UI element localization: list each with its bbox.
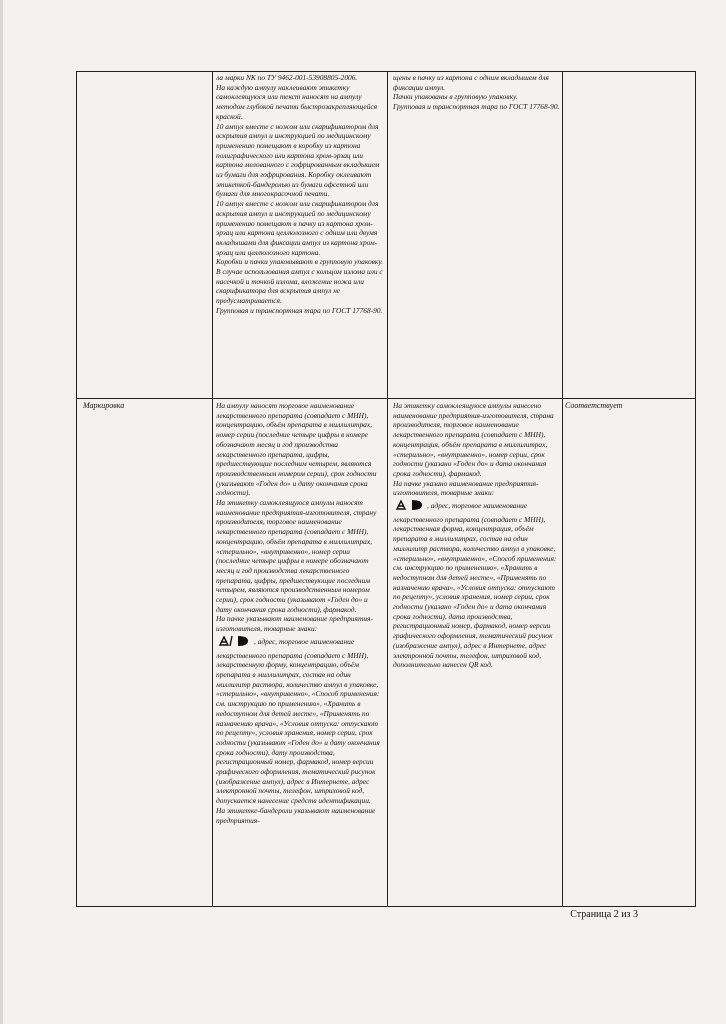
paragraph: Групповая и транспортная тара по ГОСТ 17768-90. (216, 305, 383, 315)
packaging-requirements-cell (216, 73, 384, 401)
compliance-status: Соответствует (565, 401, 623, 410)
column-divider-1 (212, 71, 213, 907)
paragraph: Групповая и транспортная тара по ГОСТ 17768-90. (393, 102, 560, 112)
page-edge (0, 0, 3, 1024)
paragraph: ла марки NK по ТУ 9462-001-53908805-2006. (216, 73, 358, 82)
paragraph-continuation: , адрес, торговое наименование лекарственного препарата (совпадает с МНН), лекарственную форму, концентрацию, объём препарата в миллилитрах, состав на один миллилитр раствора, количество ампул в упаковке, «стерильно», «внутривенно», «Способ применения: см. инструкцию по применению», «Хранить в недоступном для детей месте», «Применять по назначению врача», «Условия отпуска: отпускают по рецепту», условия хранения, номер серии, срок годности (указывают «Годен до» и дату окончания срока годности), дату производства, регистрационный номер, фармакод, номер версии графического оформления, тематический рисунок (изображение ампул), адрес в Интернете, адрес электронной почты, телефон, штриховой код, допускается нанесение средств идентификации. (216, 636, 380, 806)
paragraph: 10 ампул вместе с ножом или скарификатором для вскрытия ампул и инструкцией по медицинскому применению помещают в пачку из картона хром-эрзац или картона целлюлозного с одним или двумя вкладышами для фиксации ампул из картона хром-эрзац или целлюлозного картона. (216, 199, 379, 257)
paragraph: На пачке указывают наименование предприятия-изготовителя, товарные знаки: (216, 614, 373, 634)
paragraph: Пачки упакованы в групповую упаковку. (393, 92, 518, 102)
paragraph (393, 498, 561, 670)
table-border-left (76, 71, 77, 907)
packaging-results-cell (393, 73, 561, 401)
spec-table (76, 71, 696, 907)
column-divider-3 (562, 71, 563, 907)
paragraph: На ампулу наносят торговое наименование лекарственного препарата (совпадает с МНН), концентрацию, объём препарата в миллилитрах, номер серии (последние четыре цифры в номере обозначают месяц и год производства лекарственного препарата, цифры, предшествующие последним четырем, являются производственным номером серии), срок годности (указывают «Годен до» и дату окончания срока годности). (216, 401, 377, 498)
row-divider (76, 398, 696, 399)
row-label-marking: Маркировка (83, 401, 125, 410)
column-divider-2 (387, 71, 388, 907)
table-border-bottom (76, 906, 696, 907)
paragraph-continuation: , адрес, торговое наименование лекарственного препарата (совпадает с МНН), лекарственная форма, концентрация, объём препарата в миллилитрах, состав на один миллилитр раствора, количество ампул в упаковке, «стерильно», «внутривенно», «Способ применения: см. инструкцию по применению», «Хранить в недоступном для детей месте», «Применять по назначению врача», «Условия отпуска: отпускают по рецепту», условия хранения, номер серии, срок годности (указано «Годен до» и дата окончания срока годности), дата производства, регистрационный номер, фармакод, номер версии графического оформления, тематический рисунок (изображение ампул), адрес в Интернете, адрес электронной почты, телефон, штриховой код, дополнительно нанесен QR код. (393, 501, 557, 670)
paragraph: 10 ампул вместе с ножом или скарификатором для вскрытия ампул и инструкцией по медицинскому применению помещают в коробку из картона полиграфического или картона хром-эрзац или картона мелованного с гофрированным вкладышем из бумаги для гофрирования. Коробку оклеивают этикеткой-бандеролью из бумаги офсетной или бумаги для многокрасочной печати. (216, 121, 380, 199)
paragraph: В случае использования ампул с кольцом излома или с насечкой и точкой излома, вложение ножа или скарификатора для вскрытия ампул не предусматривается. (216, 267, 383, 306)
marking-results-cell (393, 401, 561, 905)
trademark-icon (395, 498, 425, 515)
marking-requirements-cell (216, 401, 384, 905)
paragraph: На этикетке-бандероли указывают наименование предприятия- (216, 805, 376, 825)
page-number: Страница 2 из 3 (570, 909, 638, 920)
paragraph: Коробки и пачки упаковывают в групповую упаковку. (216, 257, 384, 267)
paragraph: На пачке указано наименование предприятия-изготовителя, товарные знаки: (393, 478, 539, 498)
paragraph: На этикетку самоклеящуюся ампулы наносят наименование предприятия-изготовителя, страну производителя, торговое наименование лекарственного препарата (совпадает с МНН), концентрацию, объём препарата в миллилитрах, «стерильно», «внутривенно», номер серии (последние четыре цифры в номере обозначают месяц и год производства лекарственного препарата, цифры, предшествующие последним четырем, являются производственным номером серии), срок годности (указывают «Годен до» и дату окончания срока годности), фармакод. (216, 498, 377, 614)
table-border-top (76, 71, 696, 72)
table-border-right (695, 71, 696, 907)
paragraph: На каждую ампулу наклеивают этикетку самоклеящуюся или текст наносят на ампулу методом глубокой печати быстрозакрепляющейся краской. (216, 82, 378, 121)
trademark-icon (218, 634, 252, 651)
paragraph: На этикетку самоклеящуюся ампулы нанесено наименование предприятия-изготовителя, страна производителя, торговое наименование лекарственного препарата (совпадает с МНН), концентрация, объём препарата в миллилитрах, «стерильно», «внутривенно», номер серии, срок годности (указано «Годен до» и дата окончания срока годности), фармакод. (393, 401, 554, 478)
paragraph: щены в пачку из картона с одним вкладышем для фиксации ампул. (393, 73, 549, 92)
paragraph (216, 634, 384, 806)
